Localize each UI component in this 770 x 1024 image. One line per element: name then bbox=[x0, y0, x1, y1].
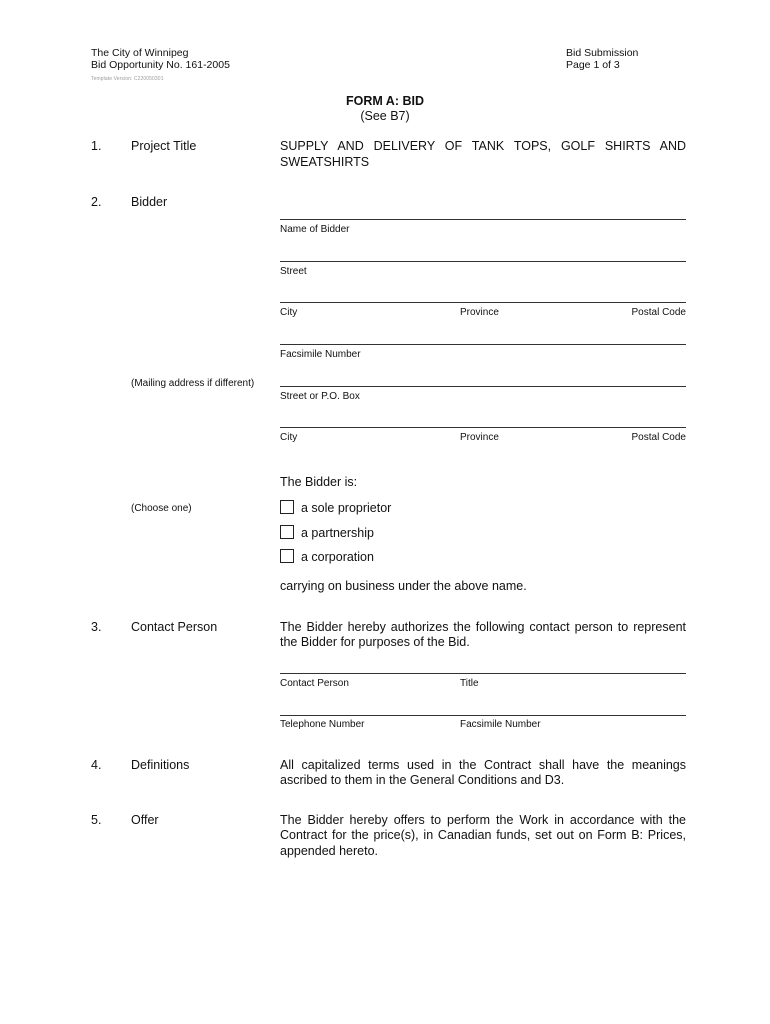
header-page-number: Page 1 of 3 bbox=[566, 59, 620, 71]
form-title: FORM A: BID bbox=[346, 94, 424, 108]
contact-phone-caption: Telephone Number bbox=[280, 719, 365, 730]
mailing-city-line[interactable] bbox=[280, 427, 686, 428]
mailing-postal-caption: Postal Code bbox=[631, 432, 686, 443]
header-org: The City of Winnipeg bbox=[91, 47, 189, 59]
choose-one-note: (Choose one) bbox=[131, 503, 192, 514]
item-number-5: 5. bbox=[91, 813, 102, 827]
bidder-fax-caption: Facsimile Number bbox=[280, 349, 361, 360]
bidder-name-line[interactable] bbox=[280, 219, 686, 220]
bidder-city-line[interactable] bbox=[280, 302, 686, 303]
definitions-text-line-2: ascribed to them in the General Conditions and D3. bbox=[280, 773, 565, 787]
carrying-on-text: carrying on business under the above name. bbox=[280, 579, 527, 593]
item-number-4: 4. bbox=[91, 758, 102, 772]
form-subtitle: (See B7) bbox=[360, 109, 410, 123]
bidder-fax-line[interactable] bbox=[280, 344, 686, 345]
contact-phone-line[interactable] bbox=[280, 715, 686, 716]
partnership-label: a partnership bbox=[301, 526, 374, 540]
item-number-1: 1. bbox=[91, 139, 102, 153]
definitions-label: Definitions bbox=[131, 758, 190, 772]
offer-text-line-1: The Bidder hereby offers to perform the Work in accordance with the bbox=[280, 813, 686, 827]
contact-title-caption: Title bbox=[460, 678, 479, 689]
template-version: Template Version: C220050301 bbox=[91, 76, 164, 82]
sole-proprietor-checkbox[interactable] bbox=[280, 500, 294, 514]
header-bid-opportunity: Bid Opportunity No. 161-2005 bbox=[91, 59, 230, 71]
project-title-line-2: SWEATSHIRTS bbox=[280, 155, 370, 169]
mailing-street-line[interactable] bbox=[280, 386, 686, 387]
item-number-3: 3. bbox=[91, 620, 102, 634]
mailing-address-note: (Mailing address if different) bbox=[131, 378, 255, 389]
bidder-street-line[interactable] bbox=[280, 261, 686, 262]
bidder-postal-caption: Postal Code bbox=[631, 307, 686, 318]
mailing-street-caption: Street or P.O. Box bbox=[280, 391, 360, 402]
bidder-province-caption: Province bbox=[460, 307, 499, 318]
header-section: Bid Submission bbox=[566, 47, 639, 59]
mailing-city-caption: City bbox=[280, 432, 298, 443]
contact-text-line-2: the Bidder for purposes of the Bid. bbox=[280, 635, 470, 649]
partnership-checkbox[interactable] bbox=[280, 525, 294, 539]
project-title-label: Project Title bbox=[131, 139, 197, 153]
corporation-checkbox[interactable] bbox=[280, 549, 294, 563]
corporation-label: a corporation bbox=[301, 550, 374, 564]
mailing-province-caption: Province bbox=[460, 432, 499, 443]
bidder-name-caption: Name of Bidder bbox=[280, 224, 350, 235]
bidder-is-text: The Bidder is: bbox=[280, 475, 358, 489]
contact-person-line[interactable] bbox=[280, 673, 686, 674]
bidder-city-caption: City bbox=[280, 307, 298, 318]
offer-text-line-3: appended hereto. bbox=[280, 844, 379, 858]
contact-person-caption: Contact Person bbox=[280, 678, 349, 689]
bidder-street-caption: Street bbox=[280, 266, 307, 277]
sole-proprietor-label: a sole proprietor bbox=[301, 501, 392, 515]
contact-fax-caption: Facsimile Number bbox=[460, 719, 541, 730]
contact-text-line-1: The Bidder hereby authorizes the following contact person to represent bbox=[280, 620, 686, 634]
offer-text-line-2: Contract for the price(s), in Canadian funds, set out on Form B: Prices, bbox=[280, 828, 686, 842]
project-title-line-1: SUPPLY AND DELIVERY OF TANK TOPS, GOLF SHIRTS AND bbox=[280, 139, 686, 153]
offer-label: Offer bbox=[131, 813, 159, 827]
contact-person-label: Contact Person bbox=[131, 620, 218, 634]
item-number-2: 2. bbox=[91, 195, 102, 209]
bidder-label: Bidder bbox=[131, 195, 168, 209]
definitions-text-line-1: All capitalized terms used in the Contract shall have the meanings bbox=[280, 758, 686, 772]
